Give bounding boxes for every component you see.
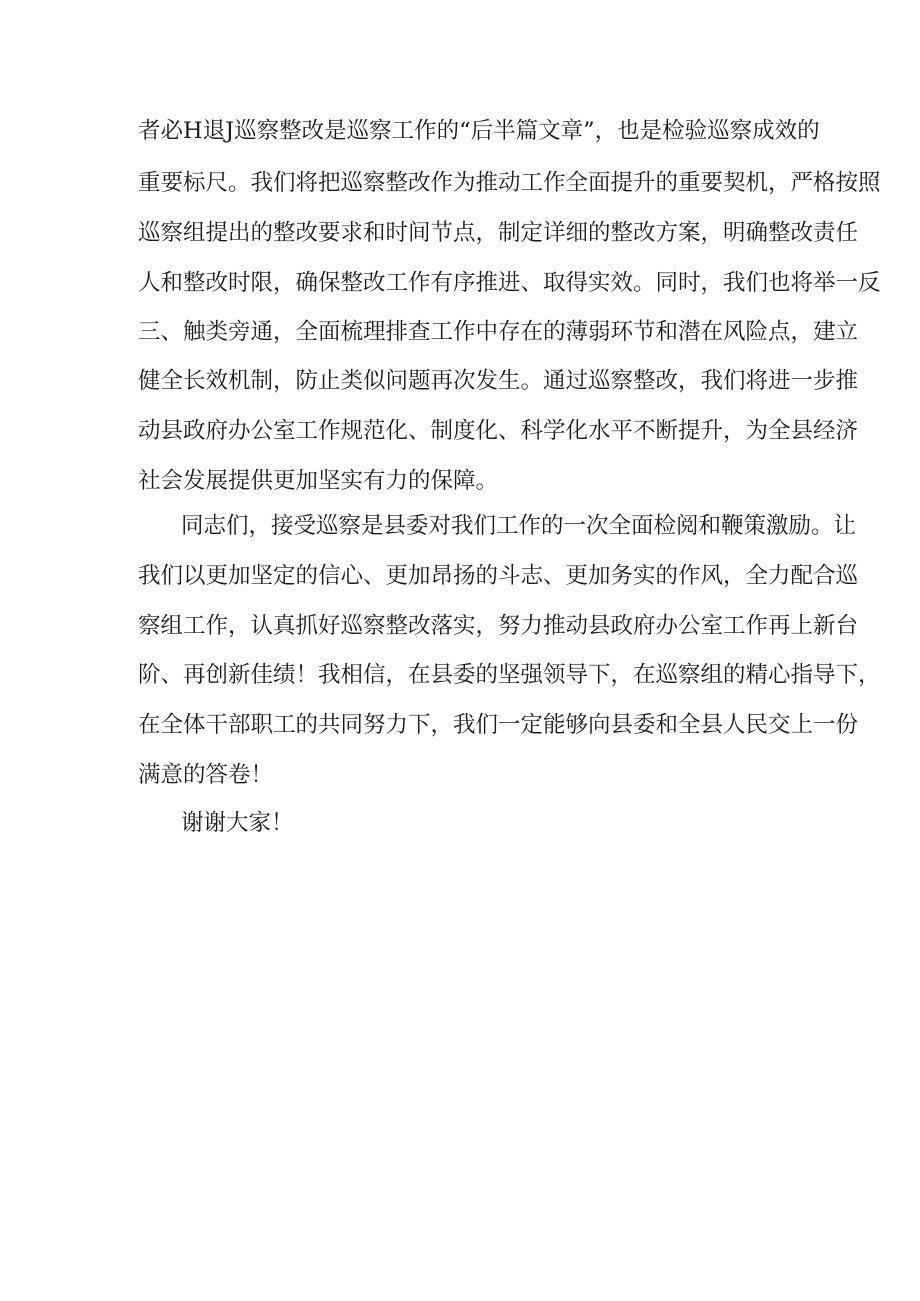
text-line: 同志们，接受巡察是县委对我们工作的一次全面检阅和鞭策激励。让 (181, 513, 857, 539)
text-line: 阶、再创新佳绩！我相信，在县委的坚强领导下，在巡察组的精心指导下， (138, 662, 881, 688)
text-line: 三、触类旁通，全面梳理排查工作中存在的薄弱环节和潜在风险点，建立 (138, 319, 859, 345)
text-line: 人和整改时限，确保整改工作有序推进、取得实效。同时，我们也将举一反 (138, 270, 881, 296)
text-line: 满意的答卷！ (138, 762, 274, 788)
text-line: 巡察组提出的整改要求和时间节点，制定详细的整改方案，明确整改责任 (138, 220, 859, 246)
text-line: 动县政府办公室工作规范化、制度化、科学化水平不断提升，为全县经济 (138, 418, 859, 444)
text-line: 察组工作，认真抓好巡察整改落实，努力推动县政府办公室工作再上新台 (138, 613, 859, 639)
text-line: 重要标尺。我们将把巡察整改作为推动工作全面提升的重要契机，严格按照 (138, 170, 881, 196)
text-line: 我们以更加坚定的信心、更加昂扬的斗志、更加务实的作风，全力配合巡 (138, 563, 859, 589)
text-line: 者必H退J巡察整改是巡察工作的“后半篇文章”，也是检验巡察成效的 (138, 118, 820, 144)
text-line: 谢谢大家！ (181, 810, 294, 836)
text-line: 在全体干部职工的共同努力下，我们一定能够向县委和全县人民交上一份 (138, 712, 859, 738)
text-line: 社会发展提供更加坚实有力的保障。 (138, 468, 499, 494)
text-line: 健全长效机制，防止类似问题再次发生。通过巡察整改，我们将进一步推 (138, 368, 859, 394)
